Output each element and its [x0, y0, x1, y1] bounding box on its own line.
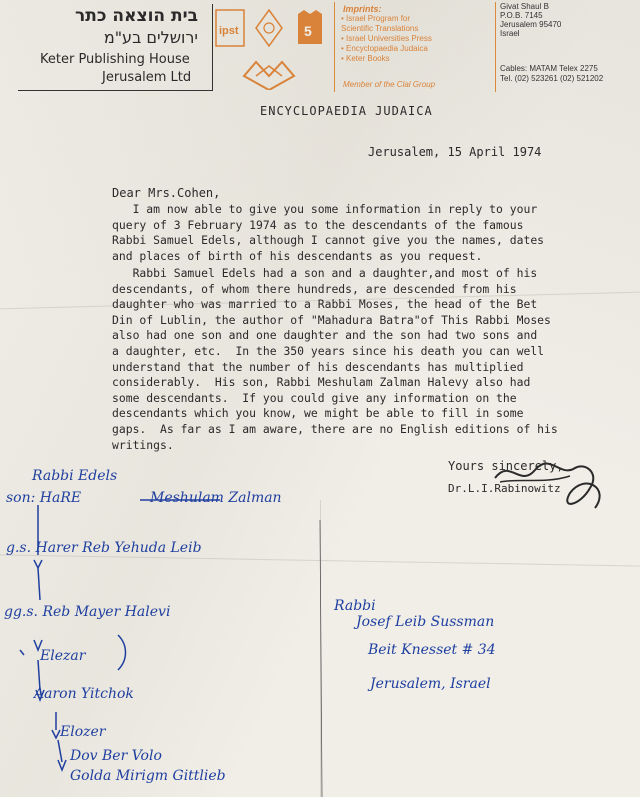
handwritten-note: Golda Mirigm Gittlieb [70, 768, 226, 784]
handwritten-note: Aaron Yitchok [34, 686, 134, 702]
group-membership: Member of the Clal Group [343, 80, 436, 89]
address-line: Israel [500, 29, 520, 38]
handwritten-note: son: HaRE [6, 490, 82, 506]
letterhead-hebrew-city: ירושלים בע"מ [103, 28, 198, 47]
address-line: Givat Shaul B [500, 2, 549, 11]
letterhead-hebrew-name: בית הוצאה כתר [75, 6, 198, 26]
handwritten-note: Dov Ber Volo [70, 748, 162, 764]
ipst-logo-text: ipst [219, 25, 239, 37]
telephone: Tel. (02) 523261 (02) 521202 [500, 74, 604, 83]
body-paragraph-1: I am now able to give you some information in reply to your query of 3 February 1974 as to the descendants of the famous Rabbi Samuel Edels, although I cannot give you the names, dates and places of birth of his descendants as you request. [112, 202, 545, 263]
imprint-item: • Israel Universities Press [341, 34, 432, 43]
address-line: Jerusalem 95470 [500, 20, 562, 29]
imprint-item: Scientific Translations [341, 24, 419, 33]
handwritten-address: Josef Leib Sussman [356, 614, 495, 630]
salutation: Dear Mrs.Cohen, [112, 186, 221, 200]
handwritten-note: g.s. Harer Reb Yehuda Leib [6, 540, 202, 556]
imprint-item: • Keter Books [341, 54, 390, 63]
signatory-name: Dr.L.I.Rabinowitz [448, 482, 561, 495]
handwritten-note: Elozer [60, 724, 106, 740]
handwritten-address: Rabbi [334, 598, 376, 614]
imprint-item: • Israel Program for [341, 14, 411, 23]
handwritten-note: Elezar [40, 648, 86, 664]
closing: Yours sincerely, [448, 459, 564, 473]
address-line: P.O.B. 7145 [500, 11, 543, 20]
body-paragraph-2: Rabbi Samuel Edels had a son and a daughter,and most of his descendants, of whom there hundreds, are descended from his daughter who was married to a Rabbi Moses, the head of the Bet Din of Lublin, the author of "Mahadura Batra"of This Rabbi Moses also had one son and one daughter and the son had two sons and a daughter, etc. In the 350 years since his death you can well understand that the number of his descendants has multiplied considerably. His son, Rabbi Meshulam Zalman Halevy also had some descendants. If you could give any information on the descendants which you know, we might be able to fill in some gaps. As far as I am aware, there are no English editions of his writings. [112, 266, 558, 452]
handwritten-note: Meshulam Zalman [150, 490, 282, 506]
letterhead-publisher-city: Jerusalem Ltd [102, 70, 192, 85]
imprint-item: • Encyclopaedia Judaica [341, 44, 428, 53]
department-heading: ENCYCLOPAEDIA JUDAICA [260, 104, 433, 118]
svg-text:5: 5 [304, 23, 312, 39]
handwritten-note: Rabbi Edels [32, 468, 118, 484]
handwritten-note: gg.s. Reb Mayer Halevi [4, 604, 171, 620]
letter-date: Jerusalem, 15 April 1974 [368, 145, 542, 159]
letterhead-publisher-name: Keter Publishing House [40, 52, 190, 67]
imprints-title: Imprints: [343, 4, 382, 14]
cables-telex: Cables: MATAM Telex 2275 [500, 64, 598, 73]
handwritten-address: Beit Knesset # 34 [368, 642, 496, 658]
handwritten-address: Jerusalem, Israel [370, 676, 491, 692]
